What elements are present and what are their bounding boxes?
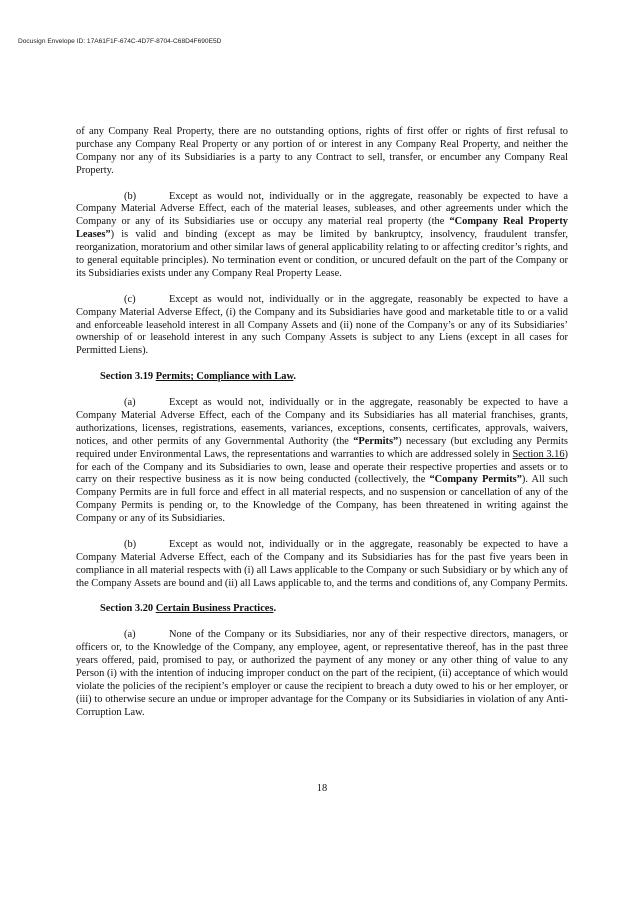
defined-term: “Permits” (353, 435, 399, 447)
paragraph-label: (c) (124, 293, 136, 305)
paragraph-3-19-a: (a) Except as would not, individually or in the aggregate, reasonably be expected to have a Company Material Adverse Effect, each of the Company and its Subsidiaries has all material franchises, grants, authorizations, licenses, registrations, easements, variances, exceptions, consents, certificates, approvals, waivers, notices, and other permits of any Governmental Authority (the “Permits”) necessary (but excluding any Permits required under Environmental Laws, the representations and warranties to which are addressed solely in Section 3.16) for each of the Company and its Subsidiaries to own, lease and operate their respective properties and assets or to carry on their respective business as it is now being conducted (collectively, the “Company Permits”). All such Company Permits are in full force and effect in all material respects, and no suspension or cancellation of any of the Company Permits is pending or, to the Knowledge of the Company, has been threatened in writing against the Company or any of its Subsidiaries. (76, 396, 568, 525)
paragraph-3-18-c: (c) Except as would not, individually or in the aggregate, reasonably be expected to have a Company Material Adverse Effect, (i) the Company and its Subsidiaries have good and marketable title to or a valid and enforceable leasehold interest in all Company Assets and (ii) none of the Company’s or any of its Subsidiaries’ ownership of or leasehold interest in any such Company Assets is subject to any Liens (except in all cases for Permitted Liens). (76, 293, 568, 357)
paragraph-3-19-b: (b) Except as would not, individually or in the aggregate, reasonably be expected to have a Company Material Adverse Effect, each of the Company and its Subsidiaries has for the past five years been in compliance in all material respects with (i) all Laws applicable to the Company or such Subsidiary or by which any of the Company Assets are bound and (ii) all Laws applicable to, and the terms and conditions of, any Company Permits. (76, 538, 568, 589)
defined-term: “Company Permits” (429, 474, 522, 486)
section-title: Certain Business Practices (155, 603, 274, 615)
paragraph-label: (a) (124, 396, 136, 408)
document-body (76, 126, 568, 732)
section-title: Permits; Compliance with Law (155, 371, 294, 383)
docusign-envelope-id: Docusign Envelope ID: 17A61F1F-674C-4D7F-8704-C68D4F690E5D (18, 38, 222, 45)
section-reference-link[interactable]: Section 3.16 (512, 448, 565, 460)
paragraph-real-property-continuation: of any Company Real Property, there are no outstanding options, rights of first offer or rights of first refusal to purchase any Company Real Property or any portion of or interest in any Company Real Property, and neither the Company nor any of its Subsidiaries is a party to any Contract to sell, transfer, or encumber any Company Real Property. (76, 126, 568, 176)
section-3-20-heading: Section 3.20 Certain Business Practices. (100, 603, 277, 615)
paragraph-label: (b) (124, 190, 137, 202)
defined-term: “Company Real Property Leases” (76, 216, 568, 241)
section-3-19-heading: Section 3.19 Permits; Compliance with Law. (100, 371, 296, 383)
page-number: 18 (316, 783, 328, 794)
paragraph-label: (a) (124, 629, 136, 641)
paragraph-3-18-b: (b) Except as would not, individually or in the aggregate, reasonably be expected to have a Company Material Adverse Effect, each of the material leases, subleases, and other agreements under which the Company or any of its Subsidiaries use or occupy any material real property (the “Company Real Property Leases”) is valid and binding (except as may be limited by bankruptcy, insolvency, fraudulent transfer, reorganization, moratorium and other similar laws of general applicability relating to or affecting creditor’s rights, and to general equitable principles). No termination event or condition, or uncured default on the part of the Company or its Subsidiaries exists under any Company Real Property Lease. (76, 190, 568, 279)
paragraph-3-20-a: (a) None of the Company or its Subsidiaries, nor any of their respective directors, managers, or officers or, to the Knowledge of the Company, any employee, agent, or representative thereof, has in the past three years offered, paid, promised to pay, or authorized the payment of any money or any other thing of value to any Person (i) with the intention of inducing improper conduct on the part of the recipient, (ii) acceptance of which would violate the policies of the recipient’s employer or cause the recipient to breach a duty owed to his or her employer, or (iii) to otherwise secure an undue or improper advantage for the Company or its Subsidiaries in violation of any Anti-Corruption Law. (76, 629, 568, 718)
paragraph-label: (b) (124, 538, 137, 550)
